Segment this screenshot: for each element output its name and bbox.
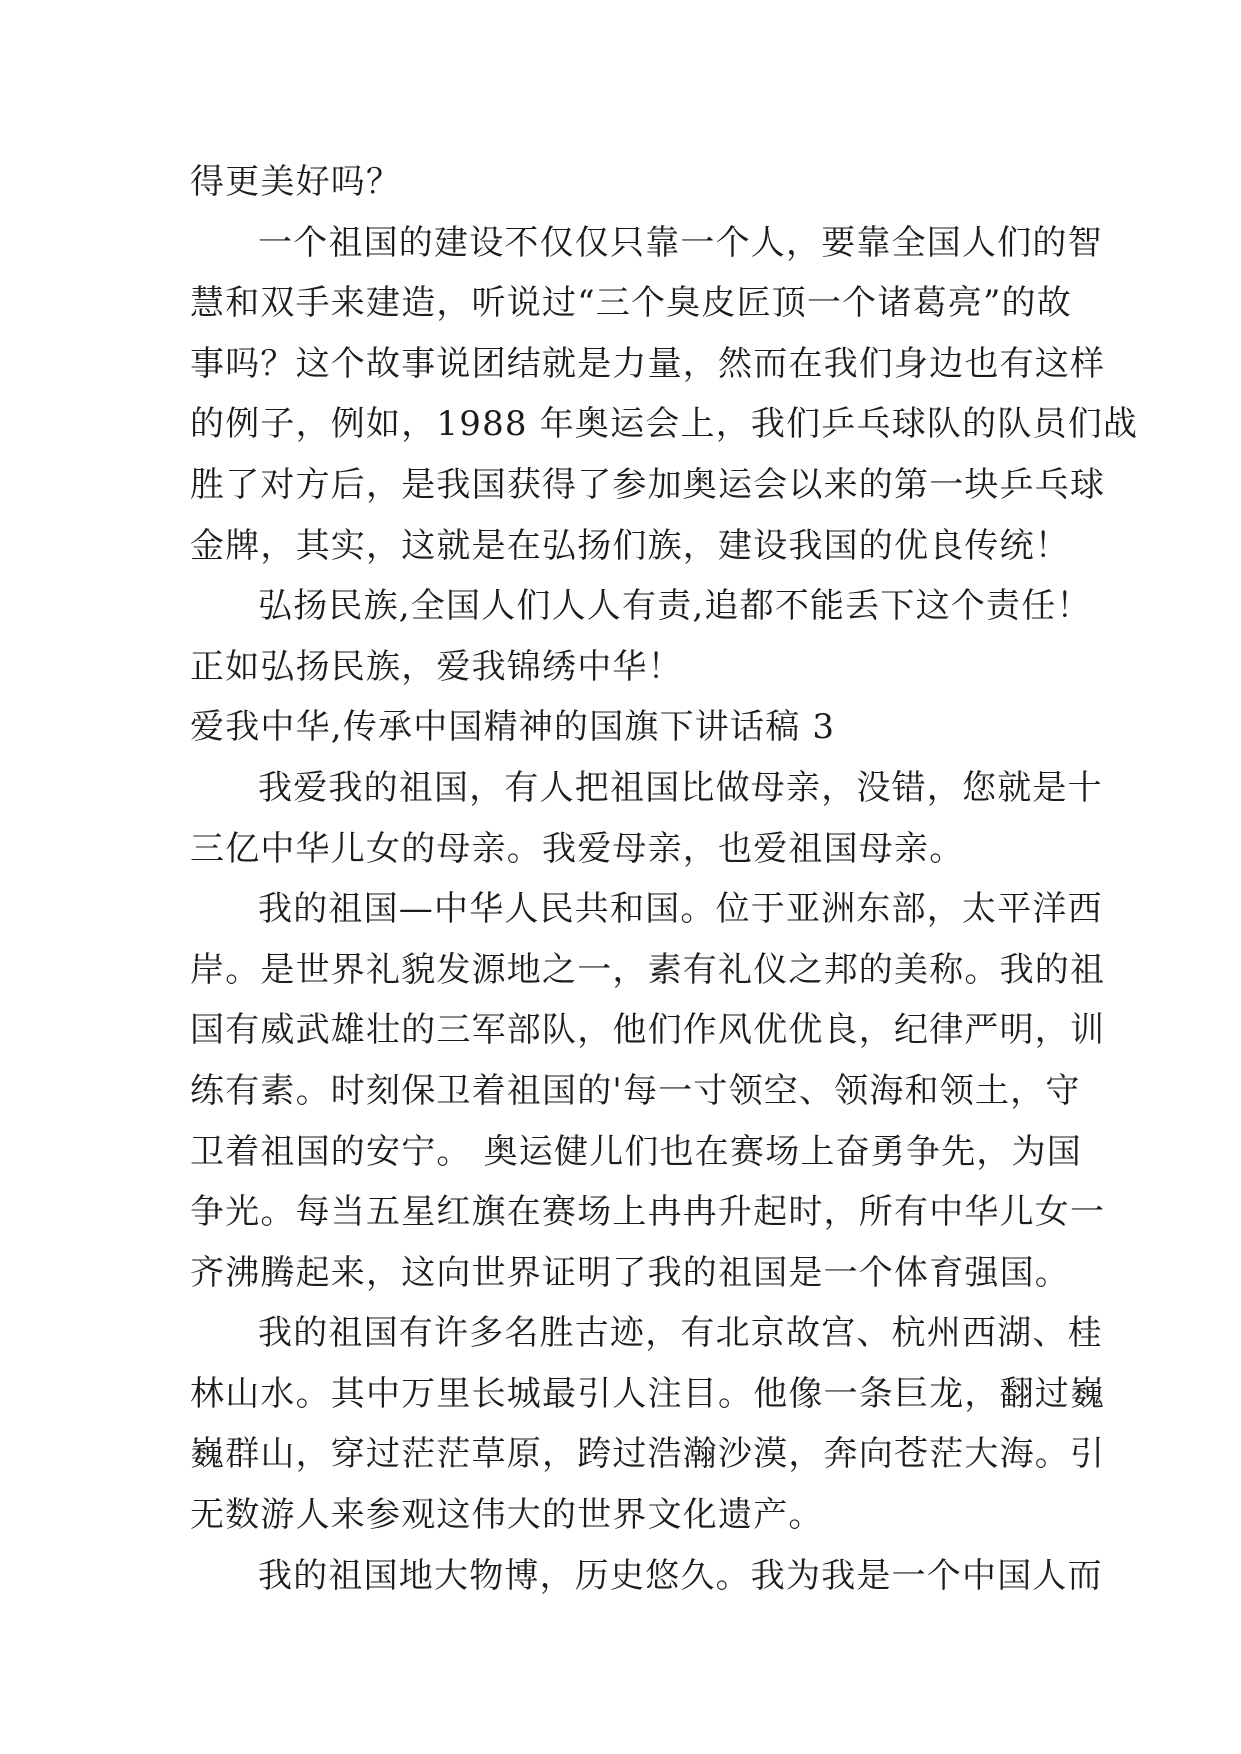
- text-line: 金牌，其实，这就是在弘扬们族，建设我国的优良传统！: [190, 525, 1070, 566]
- text-line: 的例子，例如，1988 年奥运会上，我们乒乓球队的队员们战: [190, 404, 1139, 445]
- text-line: 巍群山，穿过茫茫草原，跨过浩瀚沙漠，奔向苍茫大海。引: [190, 1434, 1106, 1475]
- text-line: 林山水。其中万里长城最引人注目。他像一条巨龙，翻过巍: [190, 1373, 1106, 1414]
- text-line: 一个祖国的建设不仅仅只靠一个人，要靠全国人们的智: [258, 222, 1103, 263]
- text-line: 慧和双手来建造，听说过“三个臭皮匠顶一个诸葛亮”的故: [190, 283, 1072, 324]
- text-line: 我的祖国—中华人民共和国。位于亚洲东部，太平洋西: [258, 889, 1103, 930]
- text-line: 练有素。时刻保卫着祖国的'每一寸领空、领海和领土，守: [190, 1070, 1081, 1111]
- text-line: 我的祖国地大物博，历史悠久。我为我是一个中国人而: [258, 1555, 1103, 1596]
- text-line: 三亿中华儿女的母亲。我爱母亲，也爱祖国母亲。: [190, 828, 965, 869]
- text-line: 得更美好吗？: [190, 162, 402, 202]
- section-heading: 爱我中华,传承中国精神的国旗下讲话稿 3: [190, 707, 836, 748]
- text-line: 正如弘扬民族，爱我锦绣中华！: [190, 646, 683, 687]
- text-line: 卫着祖国的安宁。 奥运健儿们也在赛场上奋勇争先，为国: [190, 1131, 1083, 1172]
- text-line: 弘扬民族,全国人们人人有责,追都不能丢下这个责任！: [258, 586, 1092, 627]
- text-line: 胜了对方后，是我国获得了参加奥运会以来的第一块乒乓球: [190, 464, 1106, 505]
- text-line: 无数游人来参观这伟大的世界文化遗产。: [190, 1495, 824, 1536]
- text-line: 我爱我的祖国，有人把祖国比做母亲，没错，您就是十: [258, 767, 1103, 808]
- text-line: 我的祖国有许多名胜古迹，有北京故宫、杭州西湖、桂: [258, 1313, 1103, 1354]
- text-line: 国有威武雄壮的三军部队，他们作风优优良，纪律严明，训: [190, 1010, 1106, 1051]
- text-line: 岸。是世界礼貌发源地之一，素有礼仪之邦的美称。我的祖: [190, 949, 1106, 990]
- text-line: 齐沸腾起来，这向世界证明了我的祖国是一个体育强国。: [190, 1252, 1070, 1293]
- document-page: [190, 152, 1139, 1606]
- text-line: 事吗？这个故事说团结就是力量，然而在我们身边也有这样: [190, 343, 1106, 384]
- text-line: 争光。每当五星红旗在赛场上冉冉升起时，所有中华儿女一: [190, 1192, 1106, 1233]
